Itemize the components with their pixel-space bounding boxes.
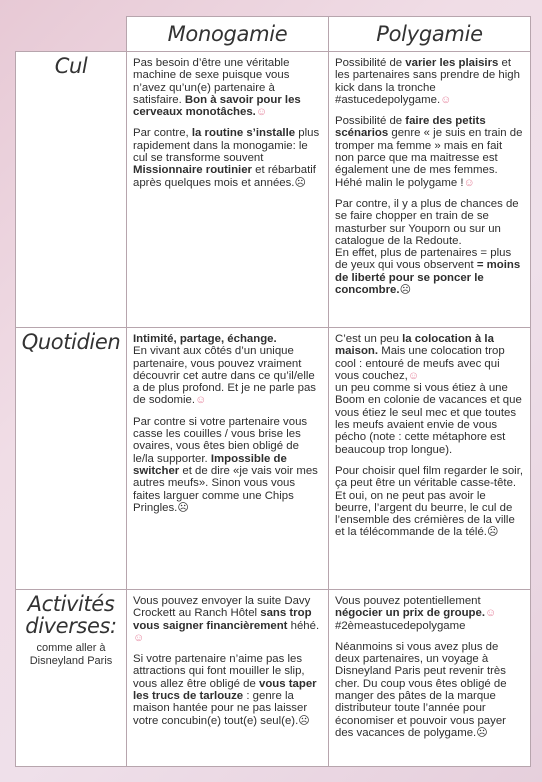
cell-cul-monogamie	[127, 52, 329, 328]
paragraph: Pas besoin d’être une véritable machine de sexe puisque vous n’avez qu’un(e) partenaire à satisfaire. Bon à savoir pour les cerveaux monotâches.☺	[133, 57, 301, 119]
row-header-activites	[16, 590, 127, 767]
row-subtitle-line2: Disneyland Paris	[29, 655, 113, 667]
cell-quotidien-polygamie	[329, 328, 531, 590]
row-quotidien	[16, 328, 531, 590]
sad-face-icon: ☹	[399, 284, 412, 297]
sad-face-icon: ☹	[476, 726, 488, 739]
cell-quotidien-monogamie	[127, 328, 329, 590]
paragraph: Possibilité de faire des petits scénarios genre « je suis en train de tromper ma femme » mais en fait non parce que ma maitresse est également une de mes femmes. Héhé malin le polygame !☺	[335, 115, 523, 189]
corner-cell	[16, 17, 127, 52]
paragraph: Par contre si votre partenaire vous casse les couilles / vous brise les ovaires, vous êtes bien obligé de le/la supporter. Impossible de switcher et de dire «je vais voir mes autres meufs». Sinon vous vous faites larguer comme une Chips Pringles.☹	[133, 415, 318, 514]
smiley-icon: ☺	[440, 93, 452, 106]
paragraph: Par contre, il y a plus de chances de se faire chopper en train de se masturber sur Youporn ou sur un catalogue de la Redoute. En effet, plus de partenaires = plus de yeux qui vous observent = moins de liberté pour se poncer le concombre.☹	[335, 197, 521, 297]
paragraph: Par contre, la routine s’installe plus rapidement dans la monogamie: le cul se transforme souvent Missionnaire routinier et rébarbatif après quelques mois et années.☹	[133, 127, 320, 189]
row-activites	[16, 590, 531, 767]
paragraph: Vous pouvez potentiellement négocier un prix de groupe.☺ #2èmeastucedepolygame	[335, 595, 497, 632]
sad-face-icon: ☹	[298, 714, 310, 727]
paragraph: Néanmoins si vous avez plus de deux partenaires, un voyage à Disneyland Paris peut revenir très cher. Du coup vous êtes obligé de manger des pâtes de la marque distributeur toute l’année pour économiser et pouvoir vous payer des vacances de polygame.☹	[335, 640, 507, 739]
sad-face-icon: ☹	[294, 176, 306, 189]
row-subtitle-line1: comme aller à	[36, 642, 106, 654]
paragraph: Intimité, partage, échange. En vivant aux côtés d’un unique partenaire, vous pouvez vraiment découvrir cet autre dans ce qu’il/elle a de plus profond. Et je ne parle pas de sodomie.☺	[133, 333, 317, 407]
row-header-quotidien	[16, 328, 127, 590]
paragraph: Pour choisir quel film regarder le soir, ça peut être un véritable casse-tête. Et oui, on ne peut pas avoir le beurre, l’argent du beurre, le cul de l’ensemble des crémières de la ville et la télécommande de la télé.☹	[335, 464, 524, 539]
smiley-icon: ☺	[485, 607, 497, 620]
cell-cul-polygamie	[329, 52, 531, 328]
smiley-icon: ☺	[407, 369, 420, 382]
row-title-activites-line2: diverses:	[25, 614, 117, 638]
smiley-icon: ☺	[133, 631, 145, 644]
cell-activites-polygamie	[329, 590, 531, 767]
smiley-icon: ☺	[255, 106, 268, 119]
sad-face-icon: ☹	[486, 526, 499, 539]
paragraph: Possibilité de varier les plaisirs et les partenaires sans prendre de high kick dans la tronche #astucedepolygame.☺	[335, 57, 520, 106]
column-header-polygamie: Polygamie	[329, 17, 531, 52]
paragraph: Si votre partenaire n’aime pas les attractions qui font mouiller le slip, vous allez être obligé de vous taper les trucs de tarlouze : genre la maison hantée pour ne pas laisser votre concubin(e) tout(e) seul(e).☹	[133, 653, 317, 727]
cell-activites-monogamie	[127, 590, 329, 767]
row-title-cul: Cul	[54, 54, 88, 78]
row-header-cul	[16, 52, 127, 328]
row-title-quotidien: Quotidien	[21, 330, 121, 354]
column-header-monogamie: Monogamie	[127, 17, 329, 52]
paragraph: C’est un peu la colocation à la maison. Mais une colocation trop cool : entouré de meufs avec qui vous couchez,☺ un peu comme si vous étiez à une Boom en colonie de vacances et que vous étiez le seul mec et que toutes les meufs avaient envie de vous pécho (note : cette métaphore est beaucoup trop longue).	[335, 333, 522, 456]
paragraph: Vous pouvez envoyer la suite Davy Crockett au Ranch Hôtel sans trop vous saigner financièrement héhé.☺	[133, 595, 320, 644]
row-cul	[16, 52, 531, 328]
header-row	[16, 17, 531, 52]
row-title-activites-line1: Activités	[27, 592, 115, 616]
smiley-icon: ☺	[463, 176, 475, 189]
comparison-table	[15, 16, 531, 767]
smiley-icon: ☺	[195, 394, 207, 407]
sad-face-icon: ☹	[177, 501, 189, 514]
